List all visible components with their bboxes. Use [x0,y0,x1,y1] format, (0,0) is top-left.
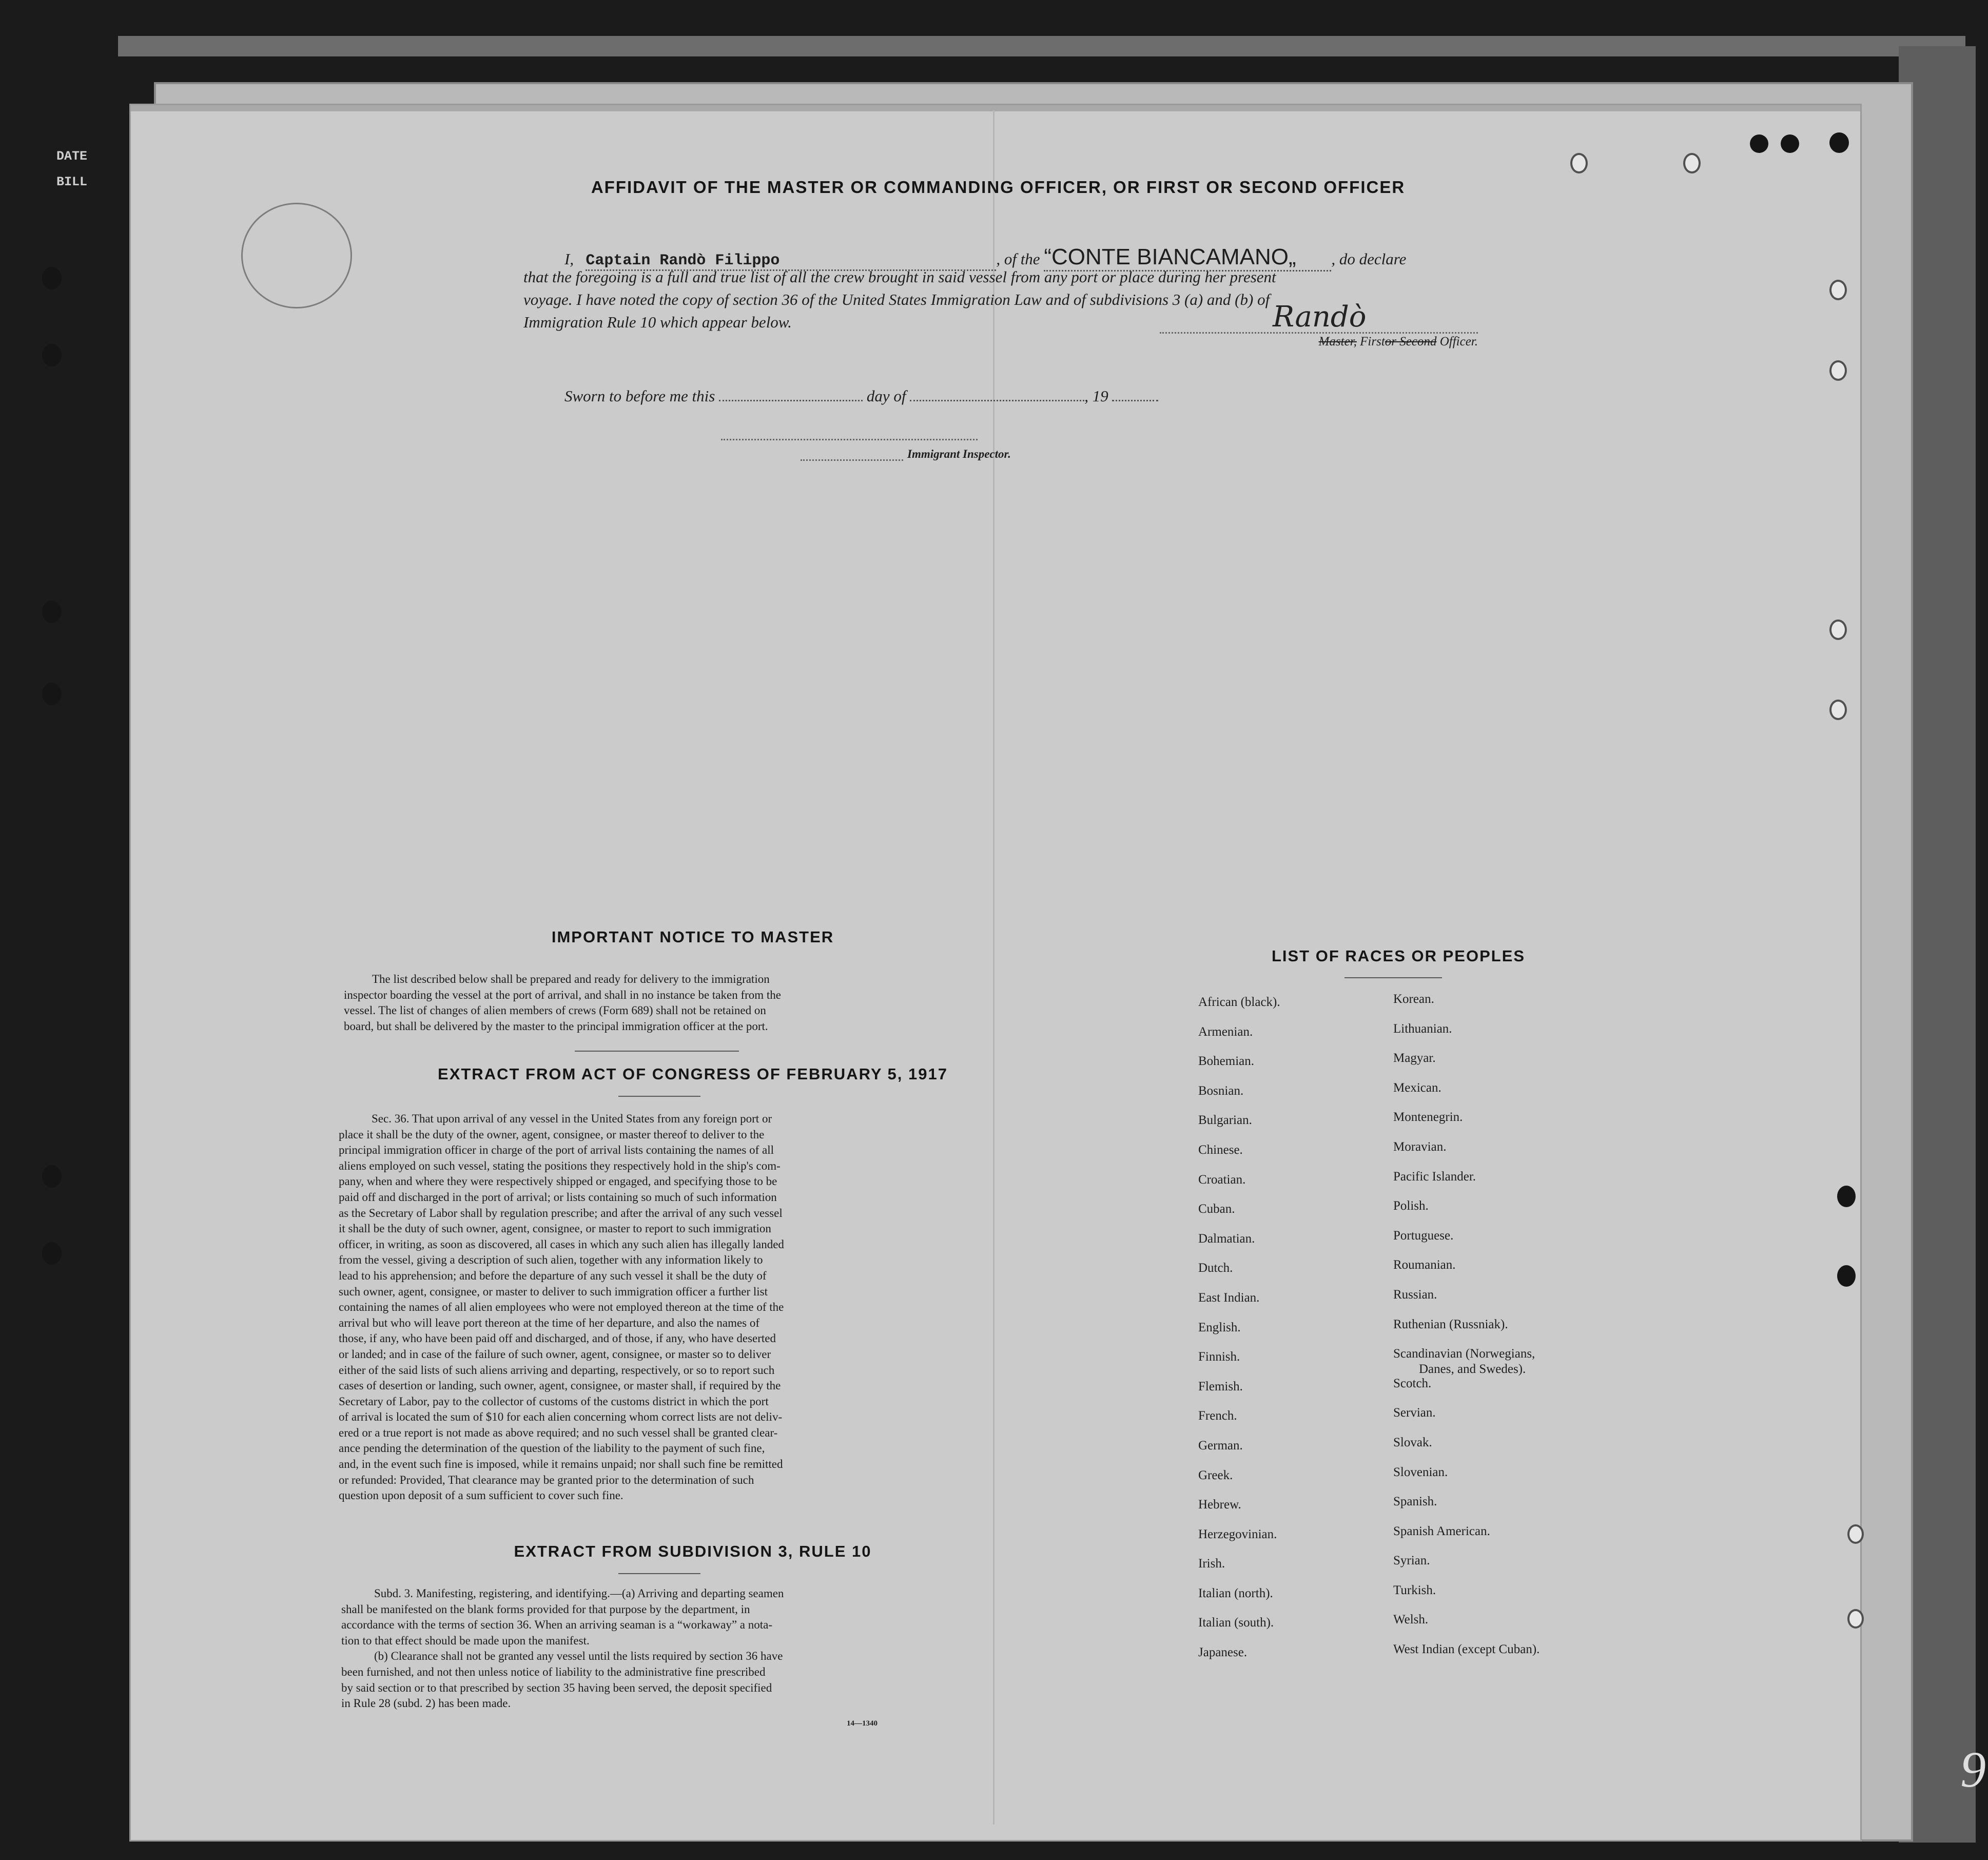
inspector-sign-line [721,439,978,440]
act-line: ance pending the determination of the question of the liability to the payment of such fine, [339,1442,765,1455]
declaration-line-3: voyage. I have noted the copy of section 36 of the United States Immigration Law and of subdivisions 3 (a) and (b) of [523,290,1270,308]
race-item: English. [1198,1320,1241,1334]
race-item: Spanish. [1393,1495,1437,1509]
race-item: Italian (south). [1198,1616,1274,1630]
race-item: Dutch. [1198,1261,1233,1275]
punch-hole [1781,134,1799,153]
affidavit-title: AFFIDAVIT OF THE MASTER OR COMMANDING OFFICER, OR FIRST OR SECOND OFFICER [591,178,1406,197]
race-item: Syrian. [1393,1554,1430,1568]
act-line: or landed; and in case of the failure of such owner, agent, consignee, or master so to deliver [339,1347,771,1361]
race-item-line: Scandinavian (Norwegians, [1393,1347,1535,1361]
act-line: pany, when and where they were respectively shipped or engaged, and specifying those to be [339,1175,777,1188]
back-page-edge [118,36,1965,56]
act-line: such owner, agent, consignee, or master to deliver to such immigration officer a further list [339,1285,768,1298]
binder-hole [42,1165,62,1188]
race-item: Hebrew. [1198,1498,1241,1512]
punch-hole [1570,153,1588,173]
sworn-year-blank [1112,400,1158,401]
officer-title-master: Master, [1318,335,1357,348]
race-item: French. [1198,1409,1237,1423]
race-item: Mexican. [1393,1080,1441,1095]
rule-line: accordance with the terms of section 36. When an arriving seaman is a “workaway” a nota- [341,1618,773,1632]
officer-title-suffix: Officer. [1439,335,1478,348]
race-item: Armenian. [1198,1024,1253,1039]
race-item: Bosnian. [1198,1083,1244,1098]
sworn-year-label: , 19 [1084,387,1108,405]
notice-line: inspector boarding the vessel at the port of arrival, and shall in no instance be taken from the [344,988,782,1001]
rule-line: by said section or to that prescribed by section 35 having been served, the deposit specified [341,1681,772,1694]
race-item: German. [1198,1438,1243,1452]
race-item: Slovak. [1393,1435,1432,1449]
punch-hole [1837,1186,1856,1207]
notice-line: vessel. The list of changes of alien members of crews (Form 689) shall not be retained on [344,1004,766,1017]
punch-hole [1829,619,1847,640]
act-line: place it shall be the duty of the owner, agent, consignee, or master thereof to deliver to the [339,1128,765,1141]
race-item: Spanish American. [1393,1524,1490,1538]
race-item: Bulgarian. [1198,1113,1252,1128]
race-item: Italian (north). [1198,1586,1273,1600]
punch-hole [1847,1524,1864,1544]
officer-title-second: or Second [1385,335,1437,348]
race-item: East Indian. [1198,1290,1260,1305]
margin-label-date: DATE [56,149,88,164]
rule-extract-text [341,1586,937,1712]
punch-hole [1750,134,1768,153]
act-line: aliens employed on such vessel, stating the positions they respectively hold in the ship's com- [339,1159,781,1172]
punch-hole [1847,1609,1864,1629]
captain-name: Captain Randò Filippo [586,252,996,271]
binder-hole [42,600,62,623]
race-item: West Indian (except Cuban). [1393,1642,1540,1657]
act-line: and, in the event such fine is imposed, while it remains unpaid; nor shall such fine be remitted [339,1458,783,1471]
page-top-edge [131,105,1860,111]
race-item: Croatian. [1198,1172,1246,1187]
race-item: Welsh. [1393,1613,1429,1627]
race-item-continuation: Danes, and Swedes). [1419,1362,1526,1377]
act-line: either of the said lists of such aliens arriving and departing, respectively, or so to report such [339,1363,775,1377]
race-item: Chinese. [1198,1142,1243,1157]
page-fold [993,110,995,1825]
act-line: of arrival is located the sum of $10 for each alien concerning whom correct lists are not deliv- [339,1410,783,1424]
act-line: question upon deposit of a sum sufficient to cover such fine. [339,1489,623,1502]
notice-title: IMPORTANT NOTICE TO MASTER [551,928,834,946]
officer-title-first: First [1360,335,1385,348]
declaration-line-4: Immigration Rule 10 which appear below. [523,313,792,331]
race-item: Korean. [1393,992,1434,1006]
race-item: Russian. [1393,1287,1437,1302]
punch-hole [1683,153,1701,173]
race-item: Flemish. [1198,1379,1243,1393]
sworn-line [564,387,1158,405]
race-item: Turkish. [1393,1583,1436,1597]
do-declare-text: , do declare [1331,250,1407,268]
binder-hole [42,267,62,289]
act-line: principal immigration officer in charge of the port of arrival lists containing the names of all [339,1144,774,1157]
officer-title-line [1160,332,1478,349]
race-item: Lithuanian. [1393,1021,1452,1036]
notice-line: The list described below shall be prepared and ready for delivery to the immigration [372,973,770,985]
faded-stamp [241,203,352,308]
race-item: Montenegrin. [1393,1110,1463,1125]
act-extract-title: EXTRACT FROM ACT OF CONGRESS OF FEBRUARY 5, 1917 [438,1065,948,1083]
sworn-day-label: day of [866,387,906,405]
act-line: arrival but who will leave port thereon at the time of her departure, and also the names of [339,1316,760,1329]
races-column-2 [1393,992,1539,1672]
race-item: Roumanian. [1393,1258,1456,1272]
punch-hole [1829,280,1847,300]
race-item: Dalmatian. [1198,1231,1255,1246]
declaration-line-2: that the foregoing is a full and true list of all the crew brought in said vessel from any port or place during her present [523,268,1276,286]
race-item: Servian. [1393,1406,1436,1420]
notice-line: board, but shall be delivered by the master to the principal immigration officer at the port. [344,1019,768,1033]
race-item: Irish. [1198,1557,1225,1571]
act-extract-text [339,1111,934,1504]
act-line: officer, in writing, as soon as discovered, all cases in which any such alien has illegally landed [339,1237,784,1251]
race-item: Bohemian. [1198,1054,1255,1069]
sworn-month-blank [910,400,1084,401]
race-item: Pacific Islander. [1393,1169,1476,1184]
act-line: Secretary of Labor, pay to the collector of customs of the customs district in which the port [339,1394,769,1408]
ship-name: “CONTE BIANCAMANO„ [1044,244,1331,272]
act-line: cases of desertion or landing, such owner, agent, consignee, or master shall, if required by the [339,1379,781,1392]
act-line: Sec. 36. That upon arrival of any vessel in the United States from any foreign port or [372,1112,772,1125]
corner-page-number: 9 [1960,1741,1986,1798]
act-line: ered or a true report is not made as above required; and no such vessel shall be granted clear- [339,1426,778,1439]
race-item: Slovenian. [1393,1465,1448,1479]
race-item: Polish. [1393,1199,1429,1213]
of-the-text: , of the [996,250,1040,268]
act-line: from the vessel, giving a description of such alien, together with any information likely to [339,1253,763,1267]
act-line: paid off and discharged in the port of arrival; or lists containing so much of such information [339,1190,777,1204]
act-line: those, if any, who have been paid off and discharged, and of those, if any, who have deserted [339,1332,776,1345]
section-divider [575,1051,739,1052]
declaration-i: I, [564,250,574,268]
race-item: Magyar. [1393,1051,1436,1065]
race-item: Greek. [1198,1468,1233,1482]
sworn-prefix: Sworn to before me this [564,387,715,405]
race-item: Finnish. [1198,1350,1240,1364]
rule-extract-title: EXTRACT FROM SUBDIVISION 3, RULE 10 [514,1542,872,1560]
race-item: African (black). [1198,995,1280,1009]
binder-hole [42,683,62,705]
margin-label-bill: BILL [56,175,88,189]
rule-line: Subd. 3. Manifesting, registering, and identifying.—(a) Arriving and departing seamen [374,1587,784,1600]
section-divider [618,1096,700,1097]
act-line: as the Secretary of Labor shall by regulation prescribe; and after the arrival of any such vessel [339,1206,783,1219]
rule-line: been furnished, and not then unless notice of liability to the administrative fine prescribed [341,1665,766,1678]
binder-hole [42,1242,62,1265]
act-line: or refunded: Provided, That clearance may be granted prior to the determination of such [339,1473,754,1486]
act-line: it shall be the duty of such owner, agent, consignee, or master to report to such immigration [339,1222,771,1235]
race-item: Portuguese. [1393,1228,1454,1243]
inspector-sign-line-2 [801,459,903,461]
inspector-label: Immigrant Inspector. [907,448,1011,460]
officer-signature: Randò [1273,300,1367,334]
act-line: lead to his apprehension; and before the departure of any such vessel it shall be the duty of [339,1269,767,1282]
section-divider [1344,977,1442,978]
punch-hole [1837,1265,1856,1287]
races-title: LIST OF RACES OR PEOPLES [1271,947,1526,965]
act-line: containing the names of all alien employees who were not employed thereon at the time of the [339,1301,784,1314]
rule-line: (b) Clearance shall not be granted any vessel until the lists required by section 36 have [374,1650,783,1663]
rule-line: shall be manifested on the blank forms provided for that purpose by the department, in [341,1602,750,1616]
rule-line: tion to that effect should be made upon the manifest. [341,1634,590,1647]
punch-hole [1829,132,1849,153]
notice-text [344,972,929,1034]
rule-line: in Rule 28 (subd. 2) has been made. [341,1697,511,1710]
race-item: Ruthenian (Russniak). [1393,1317,1508,1331]
punch-hole [1829,700,1847,720]
binder-hole [42,344,62,366]
race-item: Moravian. [1393,1139,1447,1154]
sworn-day-blank [719,400,863,401]
section-divider [618,1573,700,1574]
race-item: Herzegovinian. [1198,1527,1277,1541]
punch-hole [1829,360,1847,381]
race-item: Cuban. [1198,1202,1235,1216]
form-code: 14—1340 [847,1719,878,1728]
races-column-1 [1198,995,1280,1675]
race-item: Scotch. [1393,1376,1432,1390]
race-item: Japanese. [1198,1645,1248,1660]
race-item [1393,1346,1539,1376]
